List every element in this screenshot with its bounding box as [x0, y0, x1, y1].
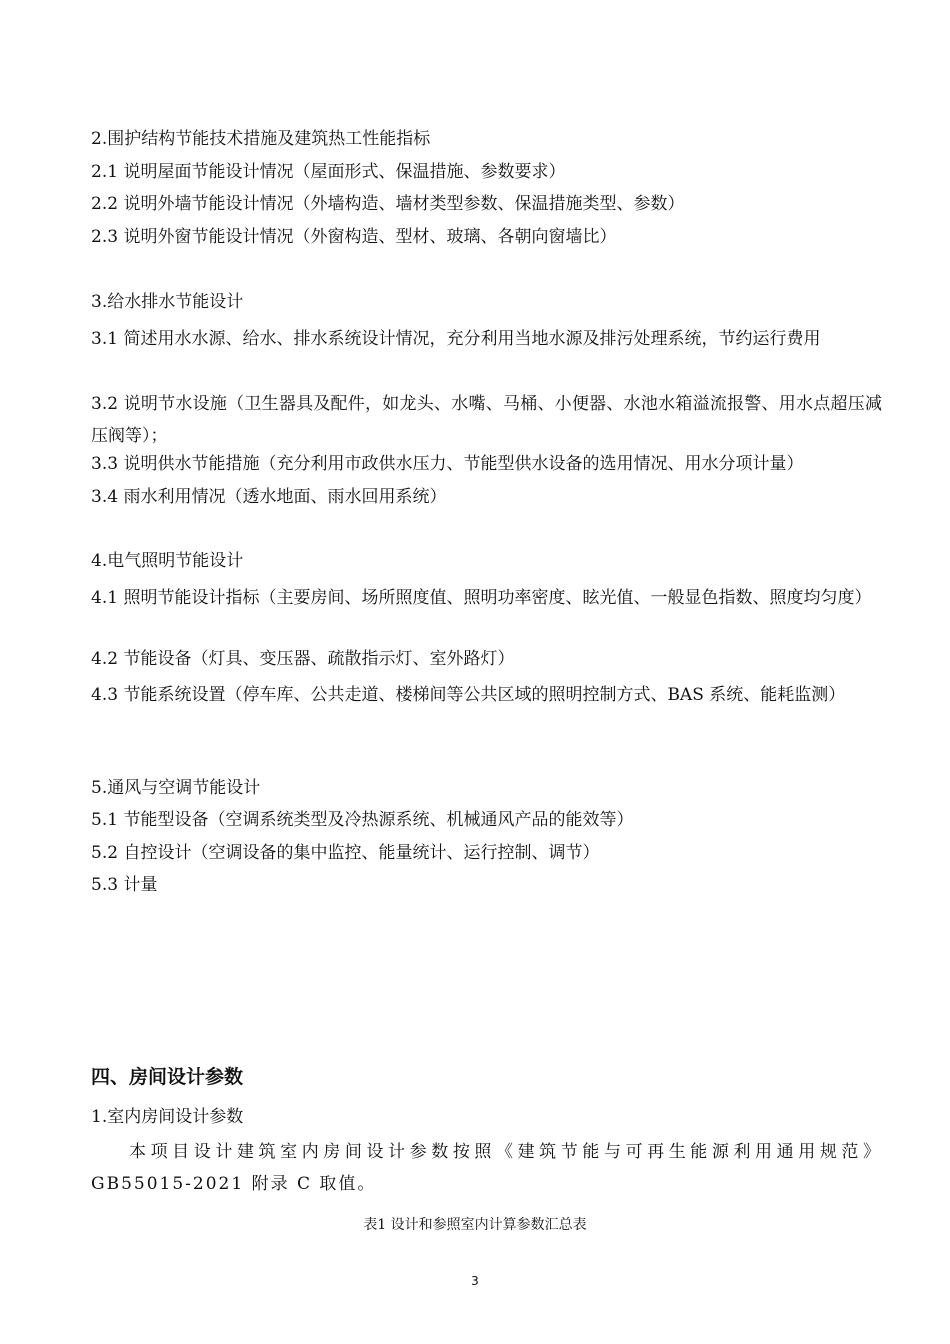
section-3-item-2: 3.2 说明节水设施（卫生器具及配件，如龙头、水嘴、马桶、小便器、水池水箱溢流报警、用水点超压减压阀等）；	[91, 394, 882, 446]
section-2-item-1: 2.1 说明屋面节能设计情况（屋面形式、保温措施、参数要求）	[91, 162, 566, 182]
section-5-item-3: 5.3 计量	[91, 875, 158, 895]
section-3-heading: 3.给水排水节能设计	[91, 292, 244, 312]
section-2-heading: 2.围护结构节能技术措施及建筑热工性能指标	[91, 129, 431, 149]
section-4-item-2: 4.2 节能设备（灯具、变压器、疏散指示灯、室外路灯）	[91, 649, 515, 669]
section-3-item-3: 3.3 说明供水节能措施（充分利用市政供水压力、节能型供水设备的选用情况、用水分项计量）	[91, 454, 804, 474]
section-2-item-3: 2.3 说明外窗节能设计情况（外窗构造、型材、玻璃、各朝向窗墙比）	[91, 227, 617, 247]
section-4-item-1: 4.1 照明节能设计指标（主要房间、场所照度值、照明功率密度、眩光值、一般显色指数、照度均匀度）	[91, 588, 872, 608]
chapter-paragraph: 本项目设计建筑室内房间设计参数按照《建筑节能与可再生能源利用通用规范》GB55015-2021 附录 C 取值。	[91, 1142, 882, 1194]
section-5-item-2: 5.2 自控设计（空调设备的集中监控、能量统计、运行控制、调节）	[91, 843, 600, 863]
section-5-item-1: 5.1 节能型设备（空调系统类型及冷热源系统、机械通风产品的能效等）	[91, 810, 634, 830]
section-4-heading: 4.电气照明节能设计	[91, 551, 244, 571]
page-number: 3	[471, 1274, 479, 1288]
section-3-item-4: 3.4 雨水利用情况（透水地面、雨水回用系统）	[91, 487, 447, 507]
section-3-item-1: 3.1 简述用水水源、给水、排水系统设计情况，充分利用当地水源及排污处理系统，节约运行费用	[91, 329, 821, 349]
table-caption: 表1 设计和参照室内计算参数汇总表	[363, 1217, 587, 1233]
section-5-heading: 5.通风与空调节能设计	[91, 778, 261, 798]
section-4-item-3: 4.3 节能系统设置（停车库、公共走道、楼梯间等公共区域的照明控制方式、BAS 系统、能耗监测）	[91, 685, 846, 705]
chapter-subheading: 1.室内房间设计参数	[91, 1107, 244, 1127]
chapter-title: 四、房间设计参数	[91, 1066, 244, 1088]
section-2-item-2: 2.2 说明外墙节能设计情况（外墙构造、墙材类型参数、保温措施类型、参数）	[91, 194, 685, 214]
